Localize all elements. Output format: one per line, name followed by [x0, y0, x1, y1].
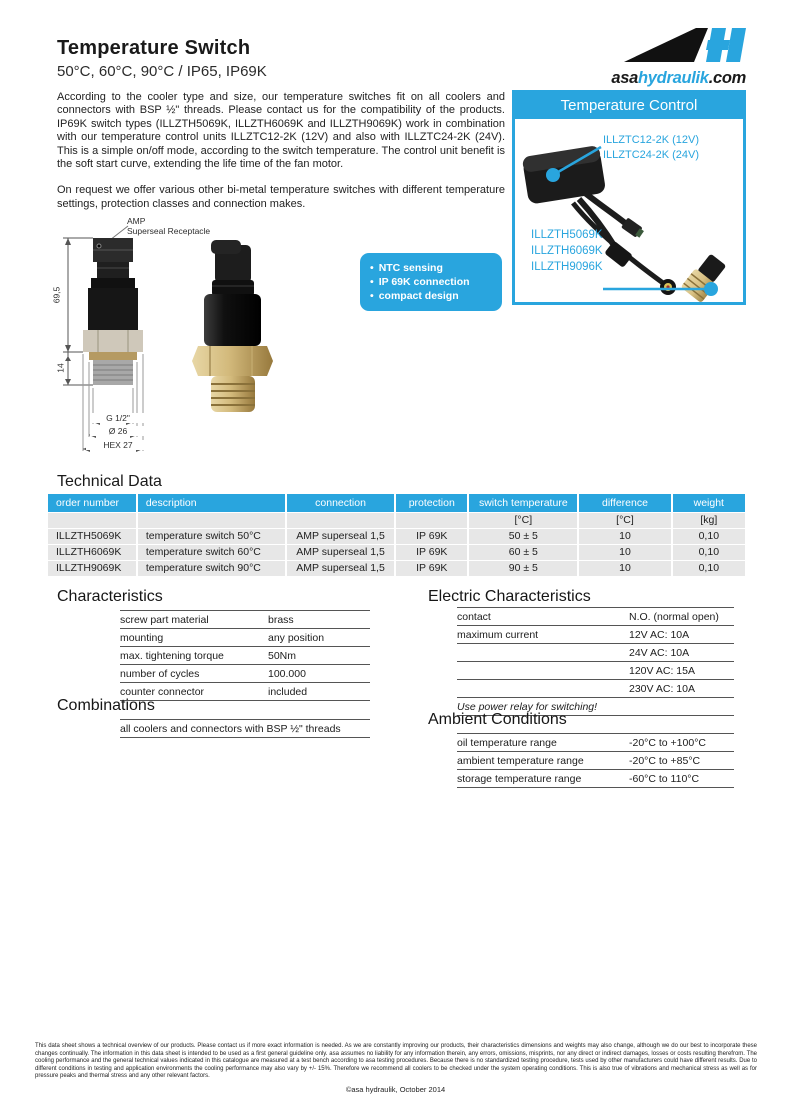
- temperature-control-title: Temperature Control: [515, 93, 743, 119]
- table-cell: AMP superseal 1,5: [287, 545, 394, 560]
- spec-value: 12V AC: 10A: [629, 628, 690, 641]
- spec-value: 120V AC: 15A: [629, 664, 695, 677]
- table-cell: 0,10: [673, 529, 745, 544]
- table-cell: temperature switch 90°C: [138, 561, 285, 576]
- amp-callout-line1: AMP: [127, 216, 146, 226]
- temperature-control-photo: [515, 119, 743, 302]
- spec-key: storage temperature range: [457, 772, 582, 785]
- unit-cell: [°C]: [469, 513, 577, 528]
- feature-ip69k: IP 69K connection: [378, 276, 470, 288]
- unit-cell: [48, 513, 136, 528]
- table-cell: IP 69K: [396, 561, 467, 576]
- control-unit-label-24v: ILLZTC24-2K (24V): [603, 149, 699, 161]
- table-cell: AMP superseal 1,5: [287, 561, 394, 576]
- unit-cell: [287, 513, 394, 528]
- feature-ntc-sensing: NTC sensing: [378, 262, 443, 274]
- spec-value: included: [268, 685, 308, 698]
- technical-data-table: [48, 494, 745, 576]
- spec-key: maximum current: [457, 628, 539, 641]
- logo-com: .com: [708, 69, 746, 87]
- spec-value: 230V AC: 10A: [629, 682, 695, 695]
- spec-row: [457, 644, 734, 662]
- combinations-value: all coolers and connectors with BSP ½" threads: [120, 722, 341, 735]
- spec-key: contact: [457, 610, 491, 623]
- feature-item: [370, 261, 496, 275]
- spec-value: 50Nm: [268, 649, 297, 662]
- spec-row: [457, 734, 734, 752]
- control-unit-label-12v: ILLZTC12-2K (12V): [603, 134, 699, 146]
- ambient-conditions-table: [457, 733, 734, 788]
- combinations-heading: Combinations: [57, 697, 155, 714]
- asa-logo-icon: [624, 28, 746, 62]
- spec-key: counter connector: [120, 685, 205, 698]
- dim-hex-label: HEX 27: [86, 440, 150, 450]
- logo-hydraulik: hydraulik: [638, 69, 709, 87]
- col-header-switch-temperature: switch temperature: [469, 494, 577, 512]
- switch-labels: [531, 227, 603, 275]
- unit-cell: [396, 513, 467, 528]
- spec-row: [120, 683, 370, 701]
- spec-key: mounting: [120, 631, 164, 644]
- table-cell: 10: [579, 529, 670, 544]
- table-cell: 90 ± 5: [469, 561, 577, 576]
- logo-asa: asa: [611, 69, 639, 87]
- bullet-icon: •: [370, 290, 374, 302]
- combinations-table: [120, 719, 370, 738]
- spec-key: ambient temperature range: [457, 754, 584, 767]
- feature-item: [370, 289, 496, 303]
- spec-row: [457, 662, 734, 680]
- spec-key: oil temperature range: [457, 736, 557, 749]
- feature-compact: compact design: [378, 290, 459, 302]
- intro-paragraph-1: According to the cooler type and size, our temperature switches fit on all coolers and connectors with BSP ½" threads. Please contact us for the compatibility of the products. IP69K switch types (ILLZTH5069K, ILLZTH6069K and ILLZTH9069K) work in combination with our temperature control units ILLZTC12-2K (12V) and also with ILLZTC24-2K (24V). This is a simple on/off mode, according to the switch temperature. The control unit benefit is the soft start curve, extending the life time of the fan motor.: [57, 91, 505, 171]
- unit-cell: [°C]: [579, 513, 670, 528]
- col-header-weight: weight: [673, 494, 745, 512]
- spec-row: [120, 665, 370, 683]
- asa-hydraulik-logo: [583, 28, 746, 88]
- table-cell: AMP superseal 1,5: [287, 529, 394, 544]
- col-header-connection: connection: [287, 494, 394, 512]
- amp-callout-line2: Superseal Receptacle: [127, 226, 211, 236]
- switch-photo-3d: [192, 240, 273, 412]
- switch-label-5069k: ILLZTH5069K: [531, 229, 603, 241]
- spec-key: screw part material: [120, 613, 209, 626]
- spec-value: 100.000: [268, 667, 306, 680]
- bullet-icon: •: [370, 262, 374, 274]
- table-cell: 60 ± 5: [469, 545, 577, 560]
- table-cell: ILLZTH6069K: [48, 545, 136, 560]
- spec-row: [120, 647, 370, 665]
- electric-characteristics-heading: Electric Characteristics: [428, 588, 591, 605]
- spec-row: [457, 680, 734, 698]
- unit-cell: [138, 513, 285, 528]
- characteristics-heading: Characteristics: [57, 588, 163, 605]
- spec-value: N.O. (normal open): [629, 610, 719, 623]
- characteristics-table: [120, 610, 370, 701]
- spec-row: [120, 611, 370, 629]
- intro-text: [57, 91, 505, 224]
- spec-row: [457, 752, 734, 770]
- col-header-order-number: order number: [48, 494, 136, 512]
- table-cell: temperature switch 60°C: [138, 545, 285, 560]
- spec-row: [120, 720, 370, 738]
- technical-data-heading: Technical Data: [57, 473, 162, 490]
- spec-row: [457, 770, 734, 788]
- table-cell: IP 69K: [396, 529, 467, 544]
- table-cell: 10: [579, 545, 670, 560]
- table-cell: ILLZTH5069K: [48, 529, 136, 544]
- electric-characteristics-table: [457, 607, 734, 716]
- dim-height-label: 69,5: [51, 286, 62, 304]
- table-cell: 0,10: [673, 545, 745, 560]
- control-unit-labels: [603, 133, 699, 163]
- temperature-control-box: [512, 90, 746, 305]
- table-cell: ILLZTH9069K: [48, 561, 136, 576]
- spec-row: [120, 629, 370, 647]
- dim-diameter-label: Ø 26: [90, 426, 146, 436]
- spec-row: [457, 608, 734, 626]
- col-header-difference: difference: [579, 494, 670, 512]
- switch-label-9096k: ILLZTH9096K: [531, 261, 603, 273]
- spec-value: -20°C to +85°C: [629, 754, 701, 767]
- col-header-description: description: [138, 494, 285, 512]
- spec-value: brass: [268, 613, 294, 626]
- table-cell: 50 ± 5: [469, 529, 577, 544]
- dim-thread-label: G 1/2": [90, 413, 146, 423]
- bullet-icon: •: [370, 276, 374, 288]
- table-cell: IP 69K: [396, 545, 467, 560]
- switch-label-6069k: ILLZTH6069K: [531, 245, 603, 257]
- table-cell: 0,10: [673, 561, 745, 576]
- spec-key: number of cycles: [120, 667, 200, 680]
- page-title: Temperature Switch: [57, 37, 251, 59]
- amp-callout: [127, 216, 210, 236]
- page-subtitle: 50°C, 60°C, 90°C / IP65, IP69K: [57, 63, 267, 80]
- spec-row: [457, 626, 734, 644]
- table-cell: temperature switch 50°C: [138, 529, 285, 544]
- intro-paragraph-2: On request we offer various other bi-metal temperature switches with different temperature settings, protection classes and connection makes.: [57, 184, 505, 210]
- feature-highlights: [360, 253, 502, 311]
- spec-value: any position: [268, 631, 325, 644]
- logo-wordmark: [583, 69, 746, 88]
- col-header-protection: protection: [396, 494, 467, 512]
- dim-thread-length-label: 14: [55, 363, 66, 373]
- ambient-conditions-heading: Ambient Conditions: [428, 711, 567, 728]
- spec-value: -20°C to +100°C: [629, 736, 706, 749]
- spec-value: -60°C to 110°C: [629, 772, 700, 785]
- feature-item: [370, 275, 496, 289]
- spec-value: 24V AC: 10A: [629, 646, 690, 659]
- power-relay-note: Use power relay for switching!: [457, 700, 598, 713]
- unit-cell: [kg]: [673, 513, 745, 528]
- table-cell: 10: [579, 561, 670, 576]
- spec-key: max. tightening torque: [120, 649, 224, 662]
- copyright-notice: ©asa hydraulik, October 2014: [345, 1085, 446, 1094]
- legal-disclaimer: This data sheet shows a technical overview of our products. Please contact us if more exact information is needed. As we are constantly improving our products, their characteristics dimensions and weights may also change, although we do our best to incorporate these changes continually. The information in this data sheet is intended to be used as a first general guideline only. asa assumes no liability for any information therein, any errors, omissions, misprints, nor any direct or indirect damages, losses or costs resulting therefrom. The cooling performance and the general technical values indicated in this catalogue are measured at a test bench according to asa testing procedures. Because there is no standardized testing procedure, tests used by other manufacturers could have different results. Due to different conditions in testing and application environments the cooling performance may also vary by +/- 15%. Therefore we recommend all coolers to be checked under the system operating conditions. This is also true of vibrations and mechanical stress as well as for pressure peaks and thermal stress and any other relevant factors.: [35, 1043, 757, 1080]
